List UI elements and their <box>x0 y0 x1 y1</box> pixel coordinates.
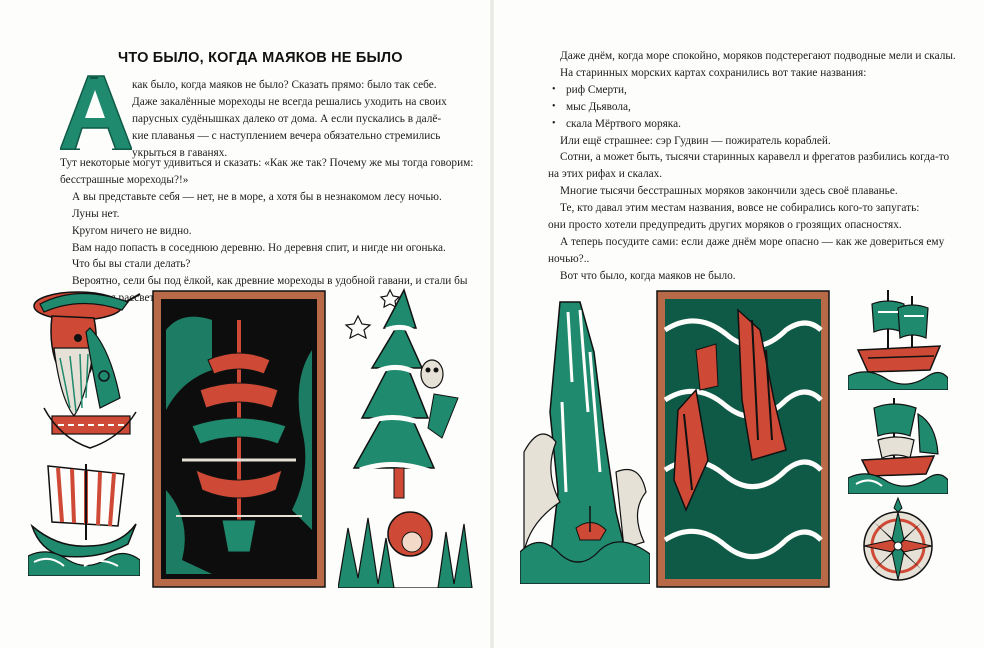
text-line: рассвета. <box>118 292 163 305</box>
wave-rock-illustration <box>520 292 650 584</box>
text-line: Вероятно, сели бы под ёлкой, как древние мореходы в удобной гавани, и стали бы <box>72 275 468 288</box>
text-line: На старинных морских картах сохранились вот такие названия: <box>560 66 867 79</box>
night-ship-panel-illustration <box>152 290 326 588</box>
viking-ship-illustration <box>28 456 140 576</box>
dropcap-letter <box>60 72 132 150</box>
text-line: Даже днём, когда море спокойно, моряков подстерегают подводные мели и скалы. <box>560 50 956 62</box>
compass-rose-illustration <box>852 496 944 588</box>
snowy-fir-illustration <box>338 288 474 588</box>
text-line: они просто хотели предупредить других моряков о грозящих опасностях. <box>548 219 902 232</box>
galleon-illustration <box>848 394 948 494</box>
text-line: Вот что было, когда маяков не было. <box>560 269 736 282</box>
text-line: укрыться в гаванях. <box>132 146 228 159</box>
book-gutter <box>490 0 494 648</box>
text-line: бесстрашные мореходы?!» <box>60 173 189 186</box>
text-line: Что бы вы стали делать? <box>72 258 191 271</box>
sailor-portrait-illustration <box>30 288 142 456</box>
page-title: ЧТО БЫЛО, КОГДА МАЯКОВ НЕ БЫЛО <box>118 50 403 66</box>
list-item: • мыс Дьявола, <box>548 99 948 116</box>
left-body-text <box>60 155 474 307</box>
text-line: Даже закалённые мореходы не всегда решались уходить на своих <box>132 95 447 108</box>
text-line: на этих рифах и скалах. <box>548 168 663 181</box>
text-line: Те, кто давал этим местам названия, вовсе не собирались кого-то запугать: <box>560 202 920 215</box>
text-line: Кругом ничего не видно. <box>72 224 192 237</box>
list-item: • риф Смерти, <box>548 82 948 99</box>
stormy-rocks-panel-illustration <box>656 290 830 588</box>
text-line: А вы представьте себя — нет, не в море, а хотя бы в незнакомом лесу ночью. <box>72 190 442 203</box>
text-line: Вам надо попасть в соседнюю деревню. Но деревня спит, и нигде ни огонька. <box>72 241 446 254</box>
text-line: Или ещё страшнее: сэр Гудвин — пожиратель кораблей. <box>560 134 831 147</box>
text-line: парусных судёнышках далеко от дома. А если пускались в далё- <box>132 112 442 125</box>
intro-text <box>132 77 462 162</box>
caravel-illustration <box>848 286 948 390</box>
right-body-text <box>548 48 956 285</box>
text-line: кие плаванья — с наступлением вечера обязательно стремились <box>132 129 441 142</box>
text-line: А теперь посудите сами: если даже днём море опасно — как же довериться ему <box>560 235 945 248</box>
text-line: Сотни, а может быть, тысячи старинных каравелл и фрегатов разбились когда-то <box>560 151 950 164</box>
text-line: Луны нет. <box>72 207 120 220</box>
text-line: ночью?.. <box>548 252 590 265</box>
list-item: • скала Мёртвого моряка. <box>548 116 948 133</box>
text-line: Тут некоторые могут удивиться и сказать: «Как же так? Почему же мы тогда говорим: <box>60 157 474 169</box>
text-line: Многие тысячи бесстрашных моряков закончили здесь своё плаванье. <box>560 185 898 198</box>
text-line: как было, когда маяков не было? Сказать прямо: было так себе. <box>132 79 437 91</box>
